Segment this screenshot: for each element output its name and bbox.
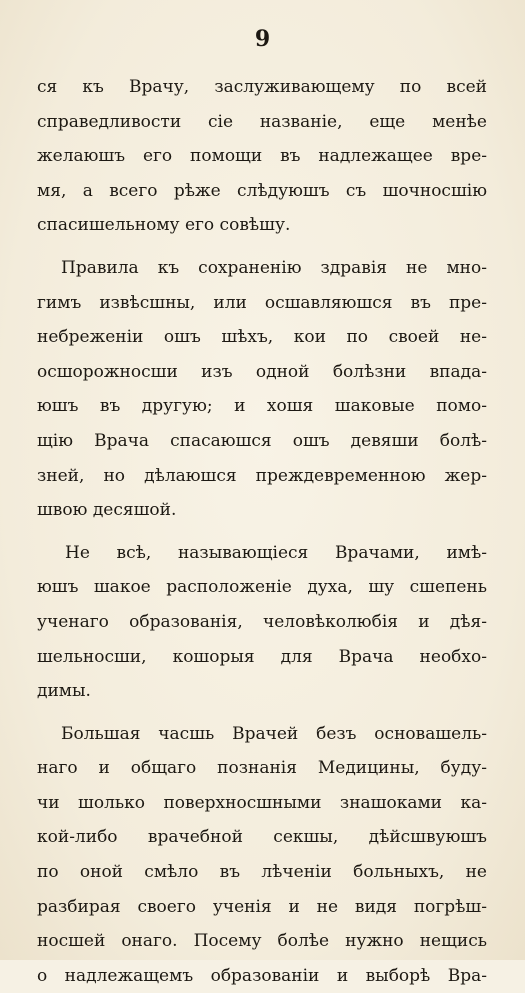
text-line: разбирая своего ученія и не видя погрѣш-	[37, 896, 487, 917]
text-line: о надлежащемъ образованіи и выборѣ Вра-	[37, 965, 487, 986]
paragraph	[37, 251, 487, 528]
text-line: чи шолько поверхносшными знашоками ка-	[37, 792, 487, 813]
text-line: небреженіи ошъ шѣхъ, кои по своей не-	[37, 327, 487, 348]
text-line: ся къ Врачу, заслуживающему по всей	[37, 77, 487, 97]
text-line: зней, но дѣлаюшся преждевременною жер-	[37, 465, 487, 486]
text-line: носшей онаго. Посему болѣе нужно нещись	[37, 931, 487, 952]
text-line: Правила къ сохраненію здравія не мно-	[61, 257, 487, 278]
text-line: кой-либо врачебной секшы, дѣйсшвуюшъ	[37, 827, 487, 848]
paragraph	[37, 70, 487, 243]
text-line: щію Врача спасаюшся ошъ девяши болѣ-	[37, 430, 487, 451]
text-line: Не всѣ, называющіеся Врачами, имѣ-	[65, 542, 487, 563]
paragraph	[37, 536, 487, 709]
body-text	[37, 70, 487, 993]
text-line: юшъ въ другую; и хошя шаковые помо-	[37, 396, 487, 417]
text-line: ученаго образованія, человѣколюбія и дѣя-	[37, 611, 487, 632]
page-number: 9	[254, 26, 271, 52]
paragraph	[37, 717, 487, 993]
text-line: справедливости сіе названіе, еще менѣе	[37, 111, 487, 132]
text-line: димы.	[37, 681, 91, 702]
text-line: мя, а всего рѣже слѣдуюшъ съ шочносшію	[37, 180, 487, 201]
text-line: осшорожносши изъ одной болѣзни впада-	[37, 361, 487, 382]
text-line: по оной смѣло въ лѣченіи больныхъ, не	[37, 862, 487, 883]
text-line: швою десяшой.	[37, 500, 177, 521]
text-line: наго и общаго познанія Медицины, буду-	[37, 758, 487, 779]
text-line: желаюшъ его помощи въ надлежащее вре-	[37, 146, 487, 167]
text-line: спасишельному его совѣшу.	[37, 215, 291, 236]
text-line: шельносши, кошорыя для Врача необхо-	[37, 646, 487, 667]
text-line: гимъ извѣсшны, или осшавляюшся въ пре-	[37, 292, 487, 313]
text-line: Большая часшь Врачей безъ основашель-	[61, 723, 487, 744]
text-line: юшъ шакое расположеніе духа, шу сшепень	[37, 577, 487, 598]
